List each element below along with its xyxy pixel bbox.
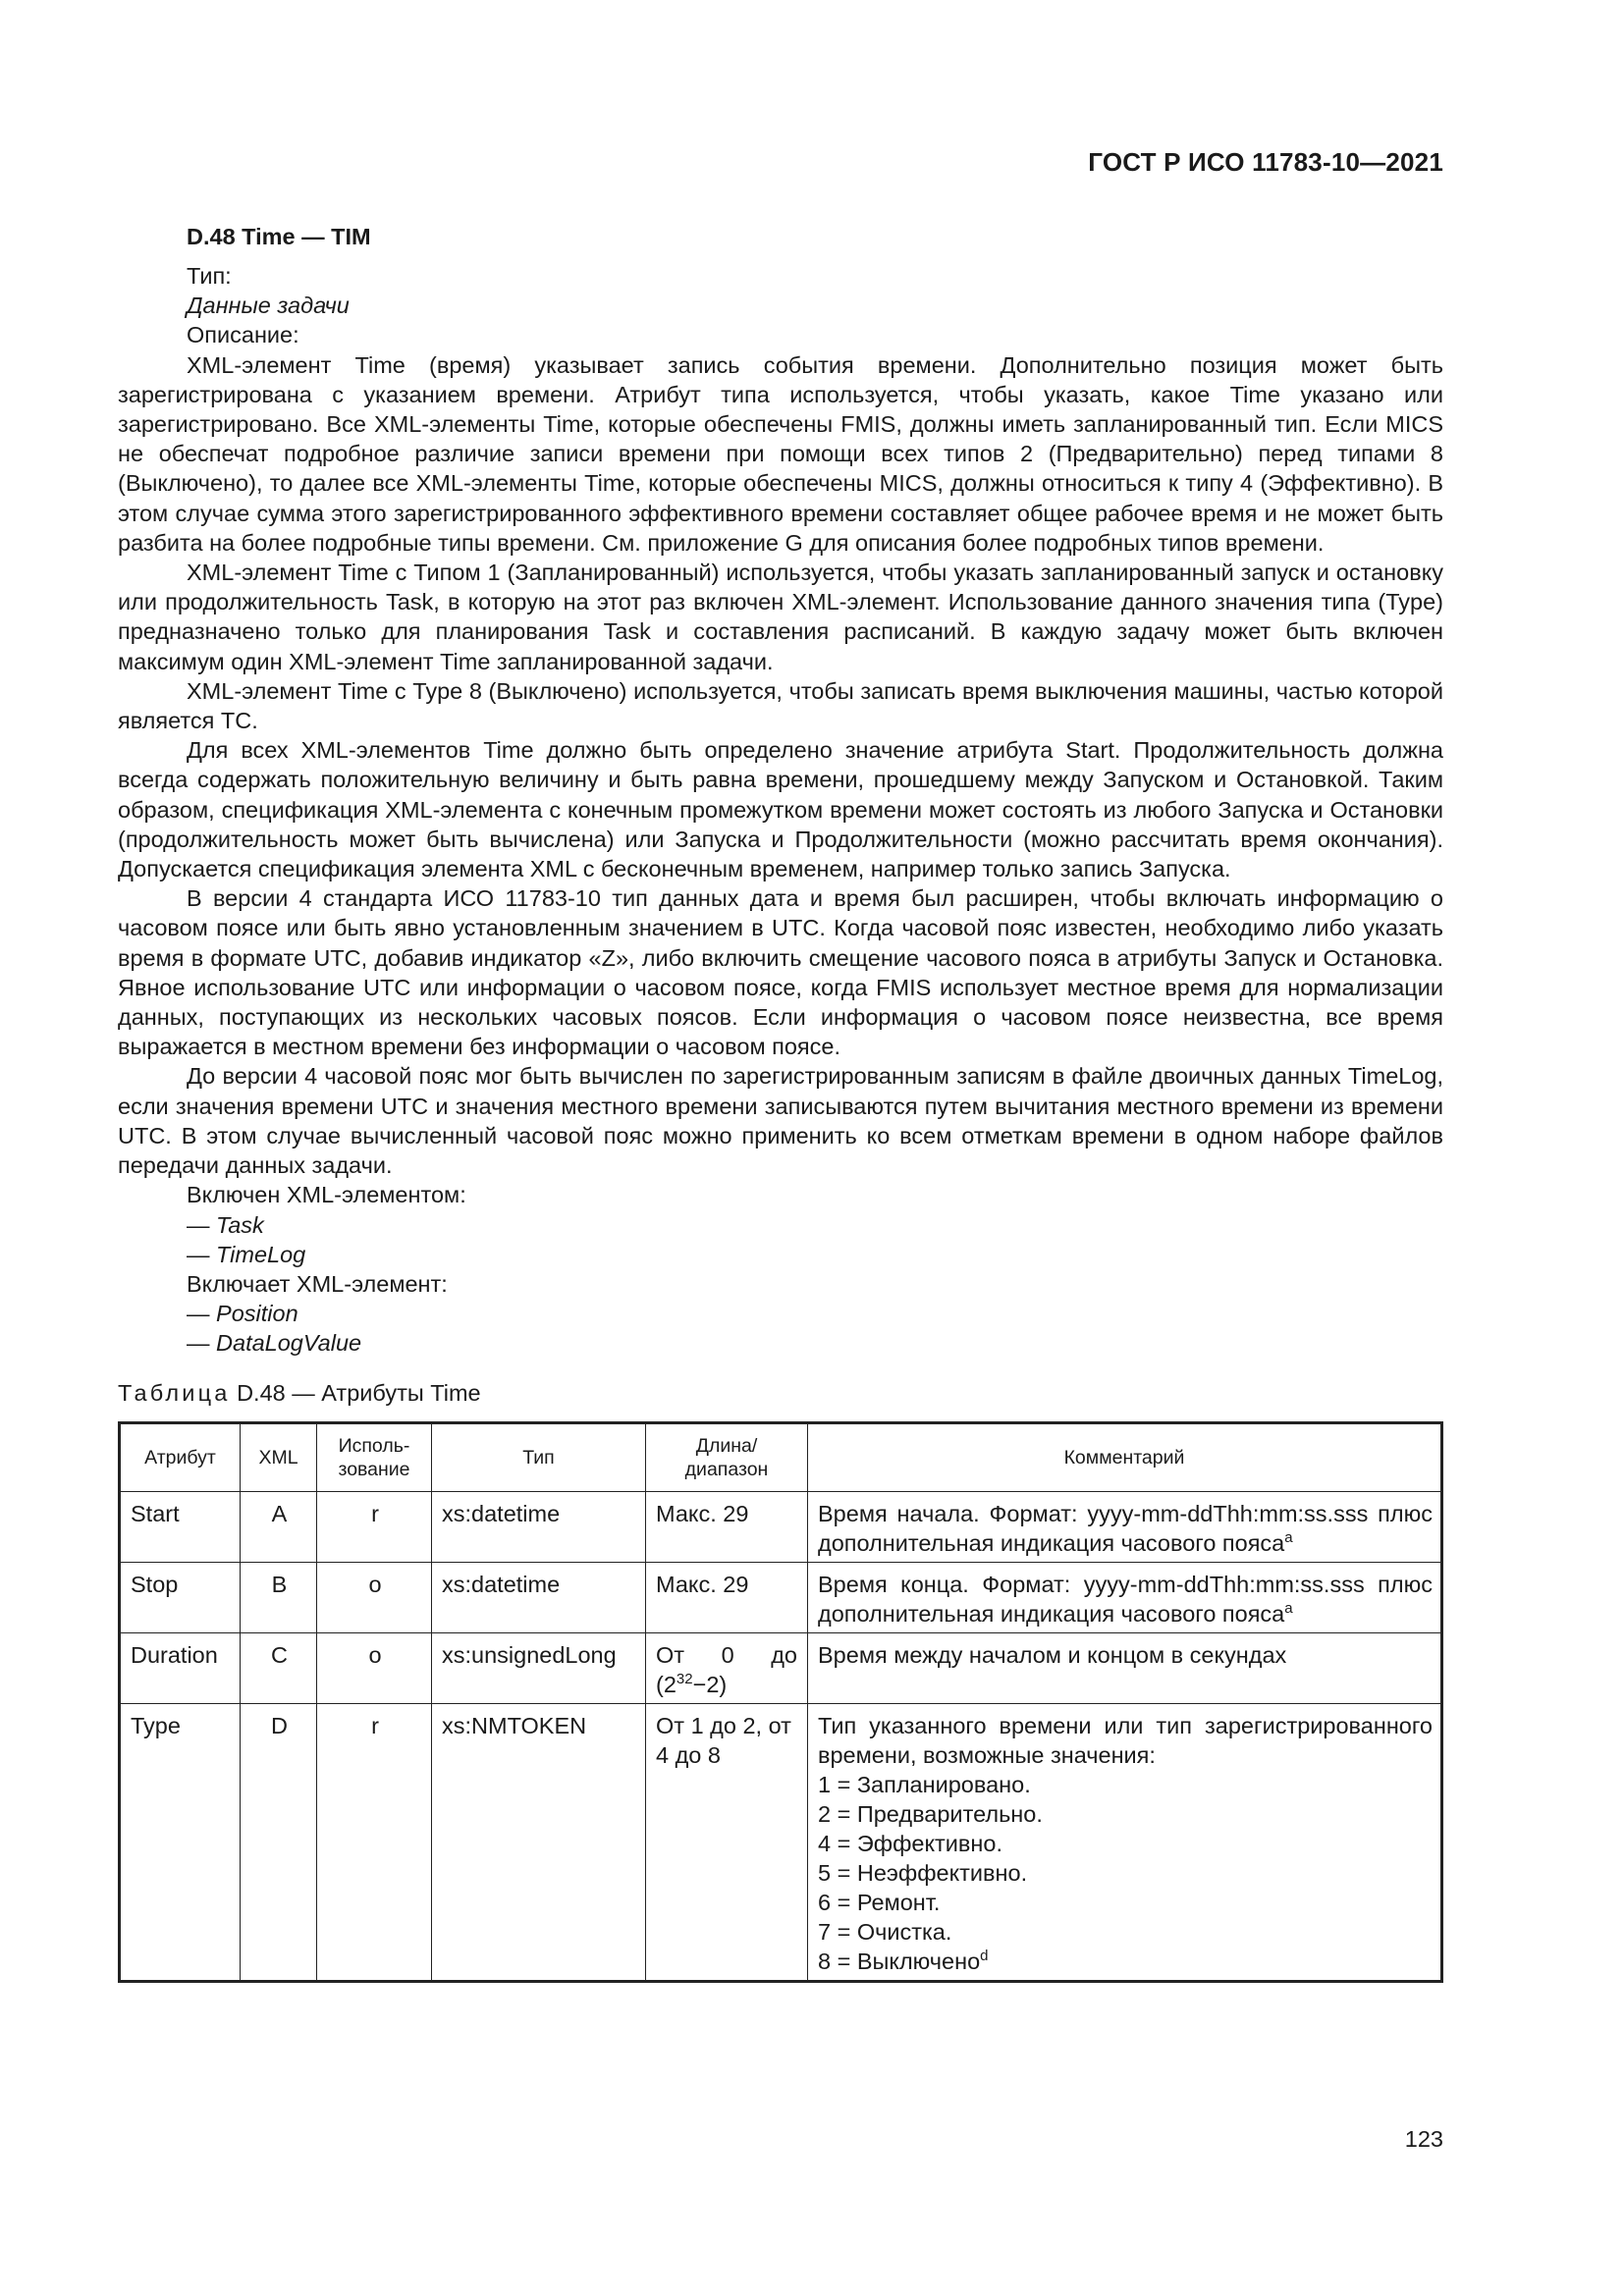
includes-label: Включает XML-элемент:: [187, 1270, 448, 1297]
range-open: (2: [656, 1671, 677, 1697]
included-by-item: — TimeLog: [187, 1241, 306, 1267]
cell-range: Макс. 29: [646, 1491, 808, 1562]
description-label: Описание:: [187, 322, 299, 348]
value-item: 6 = Ремонт.: [818, 1889, 941, 1915]
type-value: Данные задачи: [187, 293, 350, 319]
cell-type: xs:unsignedLong: [432, 1632, 646, 1703]
table-row: [120, 1562, 1442, 1632]
table-caption: [118, 1378, 1443, 1408]
table-row: [120, 1491, 1442, 1562]
paragraph: Для всех XML-элементов Time должно быть определено значение атрибута Start. Продолжительность должна всегда содержать положительную величину и быть равна времени, прошедшему между Запуском и Остановкой. Таким образом, спецификация XML-элемента с конечным промежутком времени может состоять из любого Запуска и Остановки (продолжительность может быть вычислена) или Запуска и Продолжительности (можно рассчитать время окончания). Допускается спецификация элемента XML с бесконечным временем, например только запись Запуска.: [118, 737, 1443, 882]
table-caption-word: Таблица: [118, 1379, 231, 1406]
header-usage-line: Исполь-: [338, 1434, 410, 1457]
value-item: 5 = Неэффективно.: [818, 1859, 1028, 1886]
includes-item-name: DataLogValue: [216, 1330, 362, 1357]
cell-comment: [808, 1703, 1442, 1981]
comment-text: Время начала. Формат: yyyy-mm-ddThh:mm:ss.sss плюс дополнительная индикация часового пояса: [818, 1500, 1433, 1556]
cell-range: От 1 до 2, от 4 до 8: [646, 1703, 808, 1981]
cell-type: xs:datetime: [432, 1491, 646, 1562]
paragraph: До версии 4 часовой пояс мог быть вычислен по зарегистрированным записям в файле двоичных данных TimeLog, если значения времени UTC и значения местного времени записываются путем вычитания местного времени из времени UTC. В этом случае вычисленный часовой пояс можно применить ко всем отметкам времени в одном наборе файлов передачи данных задачи.: [118, 1063, 1443, 1179]
cell-usage: r: [317, 1491, 432, 1562]
page-content: [118, 222, 1443, 1983]
range-exponent: 32: [676, 1670, 693, 1687]
cell-attribute: Stop: [120, 1562, 241, 1632]
paragraph: XML-элемент Time (время) указывает запись события времени. Дополнительно позиция может быть зарегистрирована с указанием времени. Атрибут типа используется, чтобы указать, какое Time указано или зарегистрировано. Все XML-элементы Time, которые обеспечены FMIS, должны иметь запланированный тип. Если MICS не обеспечат подробное различие записи времени при помощи всех типов 2 (Предварительно) перед типами 8 (Выключено), то далее все XML-элементы Time, которые обеспечены MICS, должны относиться к типу 4 (Эффективно). В этом случае сумма этого зарегистрированного эффективного времени составляет общее рабочее время и не может быть разбита на более подробные типы времени. См. приложение G для описания более подробных типов времени.: [118, 351, 1443, 556]
included-by-label: Включен XML-элементом:: [187, 1182, 466, 1208]
cell-usage: r: [317, 1703, 432, 1981]
cell-xml: D: [241, 1703, 317, 1981]
value-item: 7 = Очистка.: [818, 1918, 952, 1945]
paragraph: XML-элемент Time с Type 8 (Выключено) используется, чтобы записать время выключения машины, частью которой является TC.: [118, 677, 1443, 734]
value-item: 4 = Эффективно.: [818, 1830, 1002, 1856]
cell-range: [646, 1632, 808, 1703]
document-standard-header: ГОСТ Р ИСО 11783-10—2021: [1088, 147, 1443, 177]
cell-range: Макс. 29: [646, 1562, 808, 1632]
included-by-item-name: TimeLog: [216, 1241, 306, 1267]
cell-comment: [808, 1562, 1442, 1632]
range-line: От 0 до: [656, 1641, 797, 1668]
value-item-text: 8 = Выключено: [818, 1948, 981, 1974]
included-by-item: — Task: [187, 1211, 264, 1238]
header-xml: XML: [241, 1422, 317, 1491]
section-title: D.48 Time — TIM: [187, 224, 371, 249]
header-attribute: Атрибут: [120, 1422, 241, 1491]
cell-attribute: Duration: [120, 1632, 241, 1703]
paragraph: В версии 4 стандарта ИСО 11783-10 тип данных дата и время был расширен, чтобы включать информацию о часовом поясе или быть явно установленным значением в UTC. Когда часовой пояс известен, необходимо либо указать время в формате UTC, добавив индикатор «Z», либо включить смещение часового пояса в атрибуты Запуск и Остановка. Явное использование UTC или информации о часовом поясе, когда FMIS использует местное время для нормализации данных, поступающих из нескольких часовых поясов. Если информация о часовом поясе неизвестна, все время выражается в местном времени без информации о часовом поясе.: [118, 885, 1443, 1060]
includes-item: — DataLogValue: [187, 1330, 362, 1357]
table-row: [120, 1703, 1442, 1981]
header-comment: Комментарий: [808, 1422, 1442, 1491]
range-line: [656, 1670, 797, 1699]
cell-usage: o: [317, 1562, 432, 1632]
type-label: Тип:: [187, 263, 232, 289]
footnote-ref: a: [1284, 1599, 1293, 1617]
included-by-item-name: Task: [216, 1211, 264, 1238]
attributes-table: [118, 1421, 1443, 1983]
comment-text: Время конца. Формат: yyyy-mm-ddThh:mm:ss.sss плюс дополнительная индикация часового пояса: [818, 1571, 1433, 1627]
value-item: [818, 1947, 1433, 1976]
footnote-ref: d: [980, 1947, 989, 1964]
header-usage-line: зование: [338, 1458, 410, 1480]
header-length-line: Длина/: [695, 1434, 758, 1457]
comment-text: Тип указанного времени или тип зарегистрированного времени, возможные значения:: [818, 1712, 1433, 1768]
cell-type: xs:datetime: [432, 1562, 646, 1632]
table-caption-text: D.48 — Атрибуты Time: [237, 1379, 481, 1406]
cell-xml: B: [241, 1562, 317, 1632]
table-header-row: [120, 1422, 1442, 1491]
cell-comment: Время между началом и концом в секундах: [808, 1632, 1442, 1703]
cell-attribute: Start: [120, 1491, 241, 1562]
page-number: 123: [1404, 2126, 1443, 2152]
header-type: Тип: [432, 1422, 646, 1491]
includes-item: — Position: [187, 1301, 298, 1327]
footnote-ref: a: [1284, 1528, 1293, 1546]
includes-item-name: Position: [216, 1301, 298, 1327]
cell-xml: A: [241, 1491, 317, 1562]
cell-usage: o: [317, 1632, 432, 1703]
range-close: −2): [692, 1671, 728, 1697]
cell-xml: C: [241, 1632, 317, 1703]
header-length-line: диапазон: [684, 1458, 769, 1480]
paragraph: XML-элемент Time с Типом 1 (Запланированный) используется, чтобы указать запланированный запуск и остановку или продолжительность Task, в которую на этот раз включен XML-элемент. Использование данного значения типа (Type) предназначено только для планирования Task и составления расписаний. В каждую задачу может быть включен максимум один XML-элемент Time запланированной задачи.: [118, 560, 1443, 674]
header-length: [646, 1422, 808, 1491]
cell-comment: [808, 1491, 1442, 1562]
cell-type: xs:NMTOKEN: [432, 1703, 646, 1981]
table-row: [120, 1632, 1442, 1703]
cell-attribute: Type: [120, 1703, 241, 1981]
value-item: 1 = Запланировано.: [818, 1771, 1031, 1797]
header-usage: [317, 1422, 432, 1491]
value-item: 2 = Предварительно.: [818, 1800, 1043, 1827]
